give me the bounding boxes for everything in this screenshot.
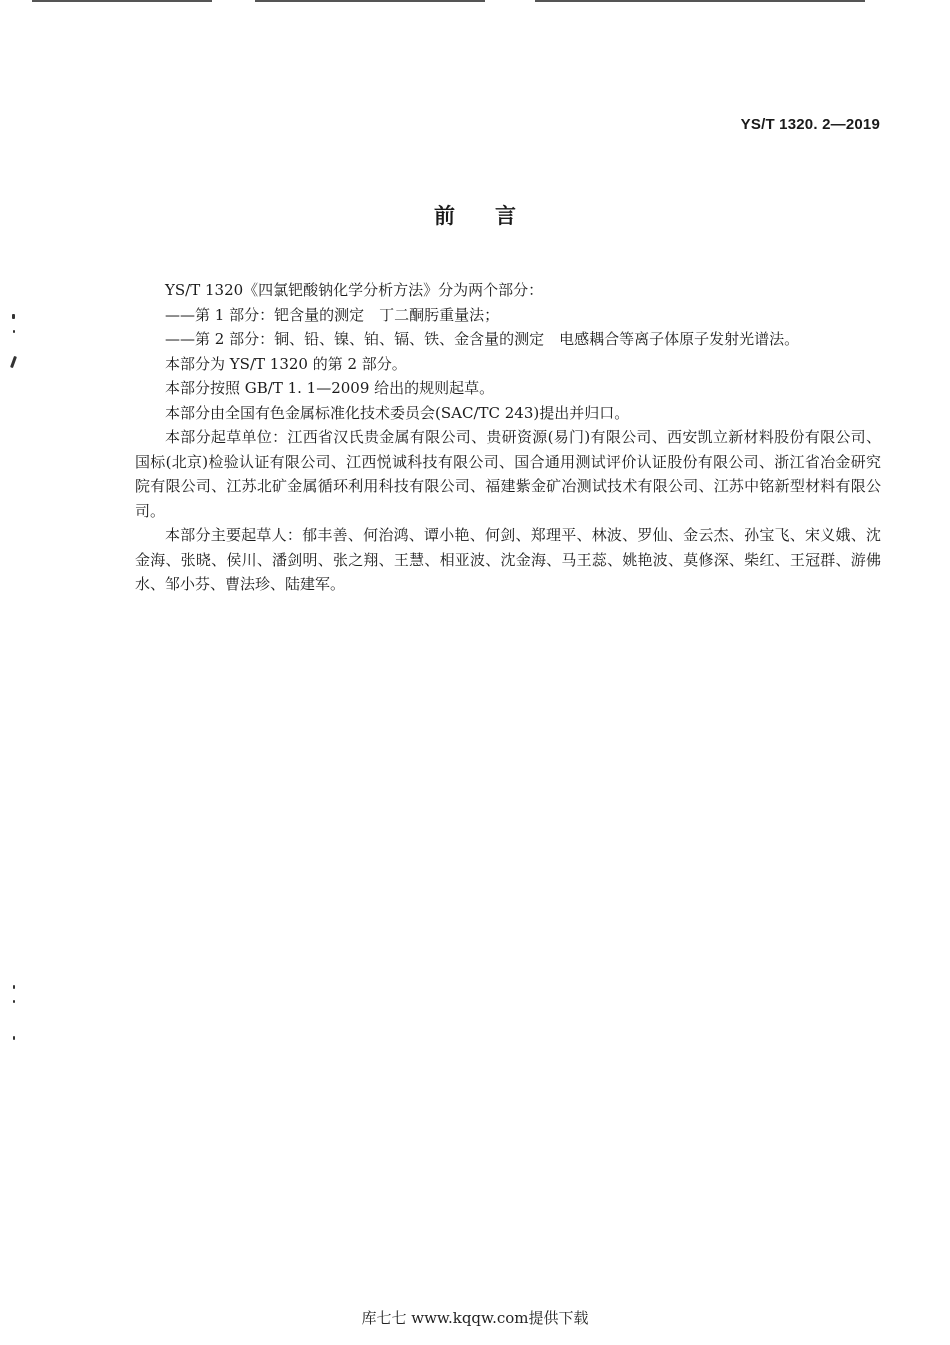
paragraph-committee: 本部分由全国有色金属标准化技术委员会(SAC/TC 243)提出并归口。	[165, 403, 630, 422]
paragraph-drafting-units: 本部分起草单位：江西省汉氏贵金属有限公司、贵研资源(易门)有限公司、西安凯立新材料股份有限公司、国标(北京)检验认证有限公司、江西悦诚科技有限公司、国合通用测试评价认证股份有限公司、浙江省冶金研究院有限公司、江苏北矿金属循环利用科技有限公司、福建紫金矿冶测试技术有限公司、江苏中铭新型材料有限公司。	[135, 428, 881, 520]
scan-artifact-line	[535, 0, 865, 2]
scan-speck	[13, 985, 15, 989]
scan-speck	[13, 1000, 15, 1003]
scan-speck	[10, 356, 17, 368]
paragraph-scope: 本部分为 YS/T 1320 的第 2 部分。	[165, 354, 407, 373]
paragraph-intro: YS/T 1320《四氯钯酸钠化学分析方法》分为两个部分：	[165, 281, 544, 299]
page-title: 前言	[434, 204, 556, 228]
footer-watermark: 库七七 www.kqqw.com提供下载	[361, 1309, 589, 1327]
scan-speck	[13, 330, 15, 333]
list-item-part-1: ——第 1 部分：钯含量的测定 丁二酮肟重量法；	[165, 305, 500, 324]
scan-speck	[13, 1036, 15, 1040]
scan-artifact-line	[255, 0, 485, 2]
scan-speck	[12, 314, 15, 319]
list-item-part-2: ——第 2 部分：铜、铅、镍、铂、镉、铁、金含量的测定 电感耦合等离子体原子发射光谱法。	[165, 330, 800, 348]
scan-artifact-line	[32, 0, 212, 2]
standard-number: YS/T 1320. 2—2019	[740, 116, 880, 133]
foreword-body	[135, 278, 881, 597]
paragraph-drafters: 本部分主要起草人：郁丰善、何治鸿、谭小艳、何剑、郑理平、林波、罗仙、金云杰、孙宝飞、宋义娥、沈金海、张晓、侯川、潘剑明、张之翔、王慧、相亚波、沈金海、马王蕊、姚艳波、莫修深、柴红、王冠群、游佛水、邹小芬、曹法珍、陆建军。	[135, 526, 881, 593]
paragraph-drafting-rules: 本部分按照 GB/T 1. 1—2009 给出的规则起草。	[165, 379, 495, 397]
